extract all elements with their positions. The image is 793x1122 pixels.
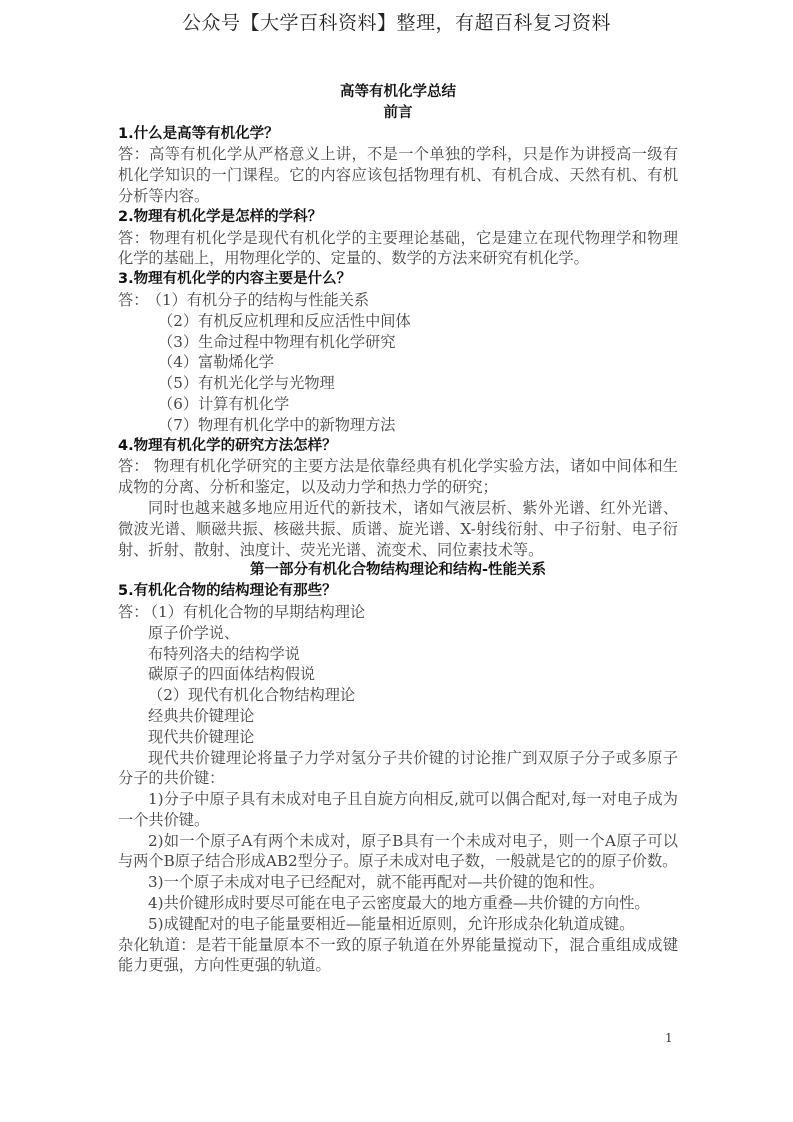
list-item: （5）有机光化学与光物理 [158,374,335,393]
list-item: （1）有机化合物的早期结构理论 [150,602,366,621]
page-header-watermark: 公众号【大学百科资料】整理，有超百科复习资料 [181,12,611,34]
list-item: 布特列洛夫的结构学说 [148,644,300,663]
list-item: 原子价学说、 [148,623,240,642]
preface-heading: 前言 [383,104,413,121]
list-item: （2）现代有机化合物结构理论 [148,686,356,705]
answer-5-line [118,602,678,623]
answer-prefix: 答： [118,290,149,309]
answer-1: 答：高等有机化学从严格意义上讲，不是一个单独的学科，只是作为讲授高一级有机化学知识的一门课程。它的内容应该包括物理有机、有机合成、天然有机、有机分析等内容。 [118,145,678,205]
rule-paragraph: 2)如一个原子A有两个未成对，原子B具有一个未成对电子，则一个A原子可以与两个B原子结合形成AB2型分子。原子未成对电子数，一般就是它的的原子价数。 [118,831,678,871]
list-item: （3）生命过程中物理有机化学研究 [158,332,396,351]
question-3: 3.物理有机化学的内容主要是什么？ [118,271,352,288]
list-item: （7）物理有机化学中的新物理方法 [158,415,396,434]
rule-paragraph: 5)成键配对的电子能量要相近—能量相近原则，允许形成杂化轨道成键。 [148,914,635,933]
rule-paragraph: 1)分子中原子具有未成对电子且自旋方向相反,就可以偶合配对,每一对电子成为一个共价键。 [118,790,678,829]
answer-prefix: 答： [118,602,149,621]
list-item: 经典共价键理论 [148,706,255,725]
page-number: 1 [665,1031,673,1045]
answer-3-item [118,290,678,311]
answer-2: 答：物理有机化学是现代有机化学的主要理论基础，它是建立在现代物理学和物理化学的基础上，用物理化学的、定量的、数学的方法来研究有机化学。 [118,228,678,268]
answer-4-paragraph-2: 同时也越来越多地应用近代的新技术，诸如气液层析、紫外光谱、红外光谱、微波光谱、顺磁共振、核磁共振、质谱、旋光谱、X-射线衍射、中子衍射、电子衍射、折射、散射、浊度计、荧光光谱、流变术、同位素技术等。 [118,498,678,559]
question-5: 5.有机化合物的结构理论有那些？ [118,583,337,600]
question-4: 4.物理有机化学的研究方法怎样？ [118,437,337,454]
answer-4-paragraph-1: 答： 物理有机化学研究的主要方法是依靠经典有机化学实验方法，诸如中间体和生成物的分离、分析和鉴定，以及动力学和热力学的研究； [118,457,678,497]
part-1-heading: 第一部分有机化合物结构理论和结构-性能关系 [249,562,547,579]
question-1: 1.什么是高等有机化学？ [118,125,279,142]
rule-paragraph: 3)一个原子未成对电子已经配对，就不能再配对—共价键的饱和性。 [148,873,605,892]
list-item: 现代共价键理论 [148,727,255,746]
list-item: （4）富勒烯化学 [158,353,274,372]
list-item: （2）有机反应机理和反应活性中间体 [158,311,411,330]
hybrid-orbital-definition: 杂化轨道：是若干能量原本不一致的原子轨道在外界能量搅动下，混合重组成成键能力更强，方向性更强的轨道。 [118,935,678,975]
list-item: 碳原子的四面体结构假说 [148,665,316,684]
document-body [118,82,678,976]
document-title: 高等有机化学总结 [340,84,456,100]
rule-paragraph: 4)共价键形成时要尽可能在电子云密度最大的地方重叠—共价键的方向性。 [148,894,650,913]
question-2: 2.物理有机化学是怎样的学科？ [118,208,323,225]
list-item: （1）有机分子的结构与性能关系 [154,290,370,309]
answer-5-intro-paragraph: 现代共价键理论将量子力学对氢分子共价键的讨论推广到双原子分子或多原子分子的共价键： [118,748,678,788]
list-item: （6）计算有机化学 [158,394,290,413]
